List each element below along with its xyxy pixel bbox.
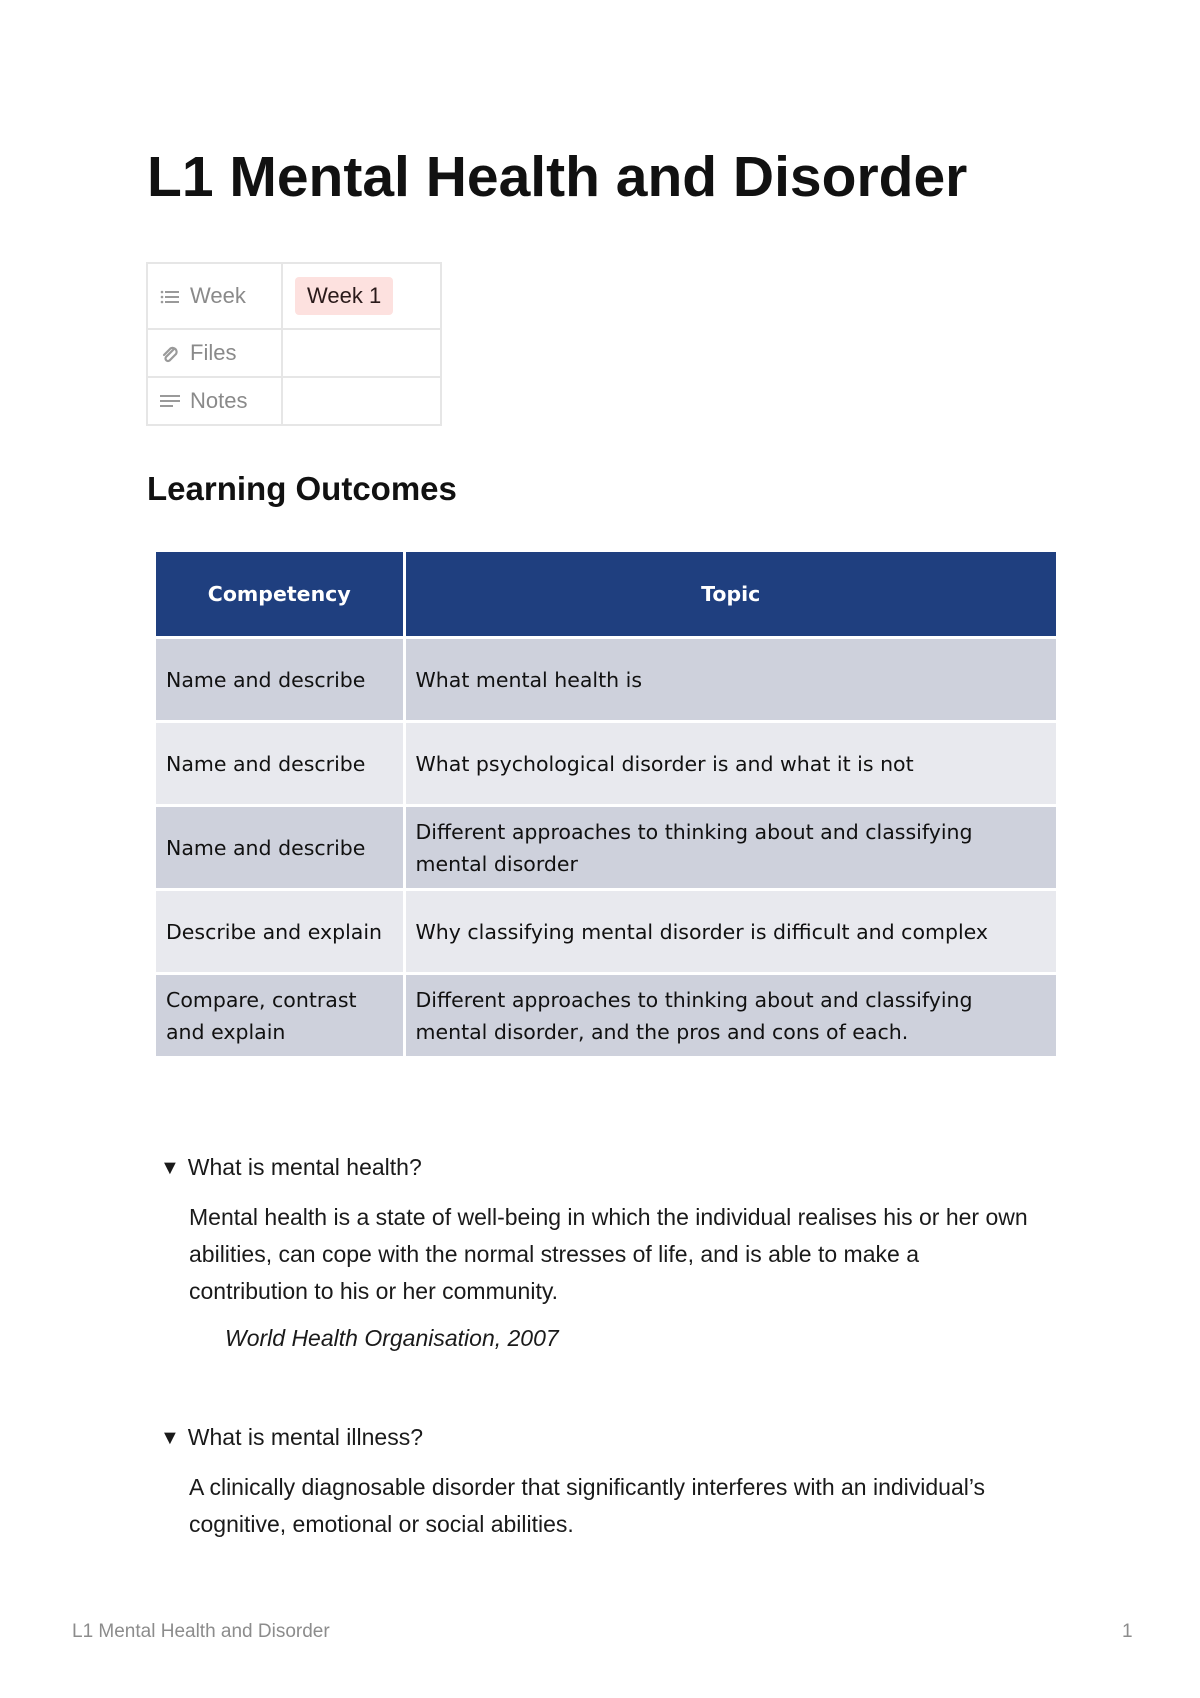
table-header-row [156,552,1056,638]
property-label: Notes [190,388,248,413]
property-row-week[interactable] [147,263,441,329]
topic-cell: Different approaches to thinking about and classifying mental disorder, and the pros and cons of each. [404,974,1056,1058]
property-key [147,329,282,377]
properties-table [146,262,442,426]
topic-cell: What psychological disorder is and what it is not [404,722,1056,806]
topic-cell: What mental health is [404,638,1056,722]
text-lines-icon [160,394,182,410]
toggle-title: What is mental illness? [187,1424,423,1450]
toggle-block-mental-illness [160,1424,1029,1543]
table-row [156,974,1056,1058]
property-value[interactable] [282,263,441,329]
toggle-header[interactable] [160,1424,1029,1451]
footer-doc-title: L1 Mental Health and Disorder [72,1621,330,1642]
competency-cell: Name and describe [156,722,404,806]
paperclip-icon [160,344,182,364]
table-row [156,806,1056,890]
property-value[interactable] [282,377,441,425]
learning-outcomes-table [156,552,1056,1059]
section-heading: Learning Outcomes [147,470,457,507]
list-icon [160,289,182,305]
definition-text: A clinically diagnosable disorder that significantly interferes with an individual’s cognitive, emotional or social abilities. [189,1474,986,1537]
table-row [156,890,1056,974]
property-row-notes[interactable] [147,377,441,425]
citation: World Health Organisation, 2007 [225,1325,559,1351]
property-row-files[interactable] [147,329,441,377]
topic-cell: Different approaches to thinking about and classifying mental disorder [404,806,1056,890]
column-header: Topic [404,552,1056,638]
page-number: 1 [1122,1621,1133,1642]
week-tag[interactable]: Week 1 [295,277,393,315]
page-title: L1 Mental Health and Disorder [147,145,968,209]
competency-cell: Describe and explain [156,890,404,974]
competency-cell: Name and describe [156,638,404,722]
property-key [147,377,282,425]
toggle-title: What is mental health? [187,1154,422,1180]
competency-cell: Name and describe [156,806,404,890]
topic-cell: Why classifying mental disorder is difficult and complex [404,890,1056,974]
property-value[interactable] [282,329,441,377]
triangle-down-icon[interactable]: ▼ [160,1156,180,1179]
property-label: Week [190,283,246,308]
toggle-block-mental-health [160,1154,1029,1357]
definition-text: Mental health is a state of well-being in which the individual realises his or her own abilities, can cope with the normal stresses of life, and is able to make a contribution to his or her community. [189,1204,1028,1304]
toggle-header[interactable] [160,1154,1029,1181]
toggle-content [189,1199,1029,1357]
competency-cell: Compare, contrast and explain [156,974,404,1058]
table-row [156,638,1056,722]
property-key [147,263,282,329]
triangle-down-icon[interactable]: ▼ [160,1426,180,1449]
column-header: Competency [156,552,404,638]
toggle-content [189,1469,1029,1543]
table-row [156,722,1056,806]
property-label: Files [190,340,237,365]
